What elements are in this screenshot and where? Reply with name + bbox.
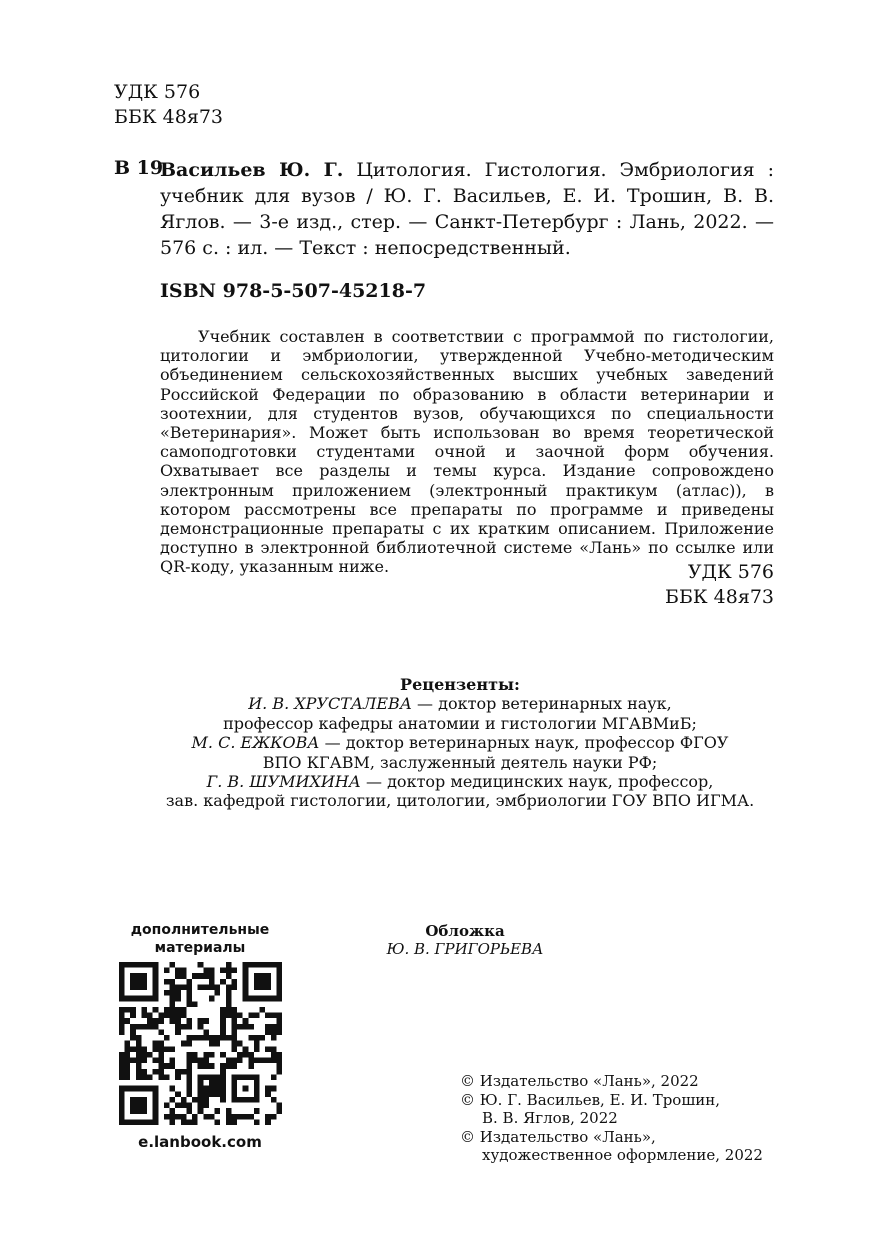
bibliographic-description: Цитология. Гистология. Эмбриология : учебник для вузов / Ю. Г. Васильев, Е. И. Трошин, В. В. Яглов. — 3-е изд., стер. — Санкт-Петербург : Лань, 2022. — 576 с. : ил. — Текст : непосредственный.	[160, 159, 774, 259]
qr-caption-line: дополнительные	[130, 922, 270, 938]
reviewer-name: И. В. ХРУСТАЛЕВА	[248, 694, 412, 714]
reviewer-name: Г. В. ШУМИХИНА	[206, 772, 361, 792]
udk-block-right	[665, 560, 774, 610]
reviewer-2-affiliation: ВПО КГАВМ, заслуженный деятель науки РФ;	[262, 752, 658, 772]
qr-caption-line: материалы	[154, 940, 246, 956]
reviewer-2	[140, 733, 780, 752]
cover-designer: Ю. В. ГРИГОРЬЕВА	[386, 940, 544, 958]
reviewer-3	[140, 772, 780, 791]
author-name: Васильев Ю. Г.	[160, 159, 344, 181]
isbn: ISBN 978-5-507-45218-7	[160, 280, 427, 302]
copyright-block	[460, 1072, 763, 1165]
copyright-line: © Издательство «Лань»,	[460, 1127, 656, 1146]
reviewers-block	[140, 675, 780, 811]
udk-code: УДК 576	[114, 81, 201, 103]
qr-url[interactable]: e.lanbook.com	[138, 1133, 262, 1151]
reviewer-credentials: — доктор ветеринарных наук,	[411, 694, 672, 714]
author-mark: В 19	[114, 157, 164, 179]
copyright-line: художественное оформление, 2022	[482, 1146, 763, 1164]
annotation: Учебник составлен в соответствии с программой по гистологии, цитологии и эмбриологии, утвержденной Учебно-методическим объединением сельскохозяйственных высших учебных заведений Российской Федерации по образованию в области ветеринарии и зоотехнии, для студентов вузов, обучающихся по специальности «Ветеринария». Может быть использован во время теоретической самоподготовки студентами очной и заочной форм обучения. Охватывает все разделы и темы курса. Издание сопровождено электронным приложением (электронный практикум (атлас)), в котором рассмотрены все препараты по программе и приведены демонстрационные препараты с их кратким описанием. Приложение доступно в электронной библиотечной системе «Лань» по ссылке или QR-коду, указанным ниже.	[160, 327, 774, 577]
qr-caption	[100, 921, 300, 957]
bibliographic-record	[160, 157, 774, 261]
copyright-line: В. В. Яглов, 2022	[482, 1109, 618, 1127]
copyright-line: © Издательство «Лань», 2022	[460, 1072, 699, 1090]
bbk-code: ББК 48я73	[114, 106, 224, 128]
reviewer-name: М. С. ЕЖКОВА	[191, 733, 320, 753]
udk-block-top	[114, 80, 223, 130]
reviewers-title: Рецензенты:	[400, 675, 520, 694]
reviewer-1-affiliation: профессор кафедры анатомии и гистологии МГАВМиБ;	[223, 713, 697, 733]
reviewer-credentials: — доктор медицинских наук, профессор,	[360, 772, 714, 792]
qr-code-icon[interactable]	[119, 962, 282, 1125]
bbk-code: ББК 48я73	[664, 586, 774, 608]
reviewer-credentials: — доктор ветеринарных наук, профессор ФГОУ	[319, 733, 729, 753]
copyright-line: © Ю. Г. Васильев, Е. И. Трошин,	[460, 1090, 721, 1109]
reviewer-3-affiliation: зав. кафедрой гистологии, цитологии, эмбриологии ГОУ ВПО ИГМА.	[165, 791, 755, 811]
reviewer-1	[140, 694, 780, 713]
udk-code: УДК 576	[687, 561, 774, 583]
cover-title: Обложка	[425, 922, 505, 940]
cover-credit	[330, 922, 600, 958]
